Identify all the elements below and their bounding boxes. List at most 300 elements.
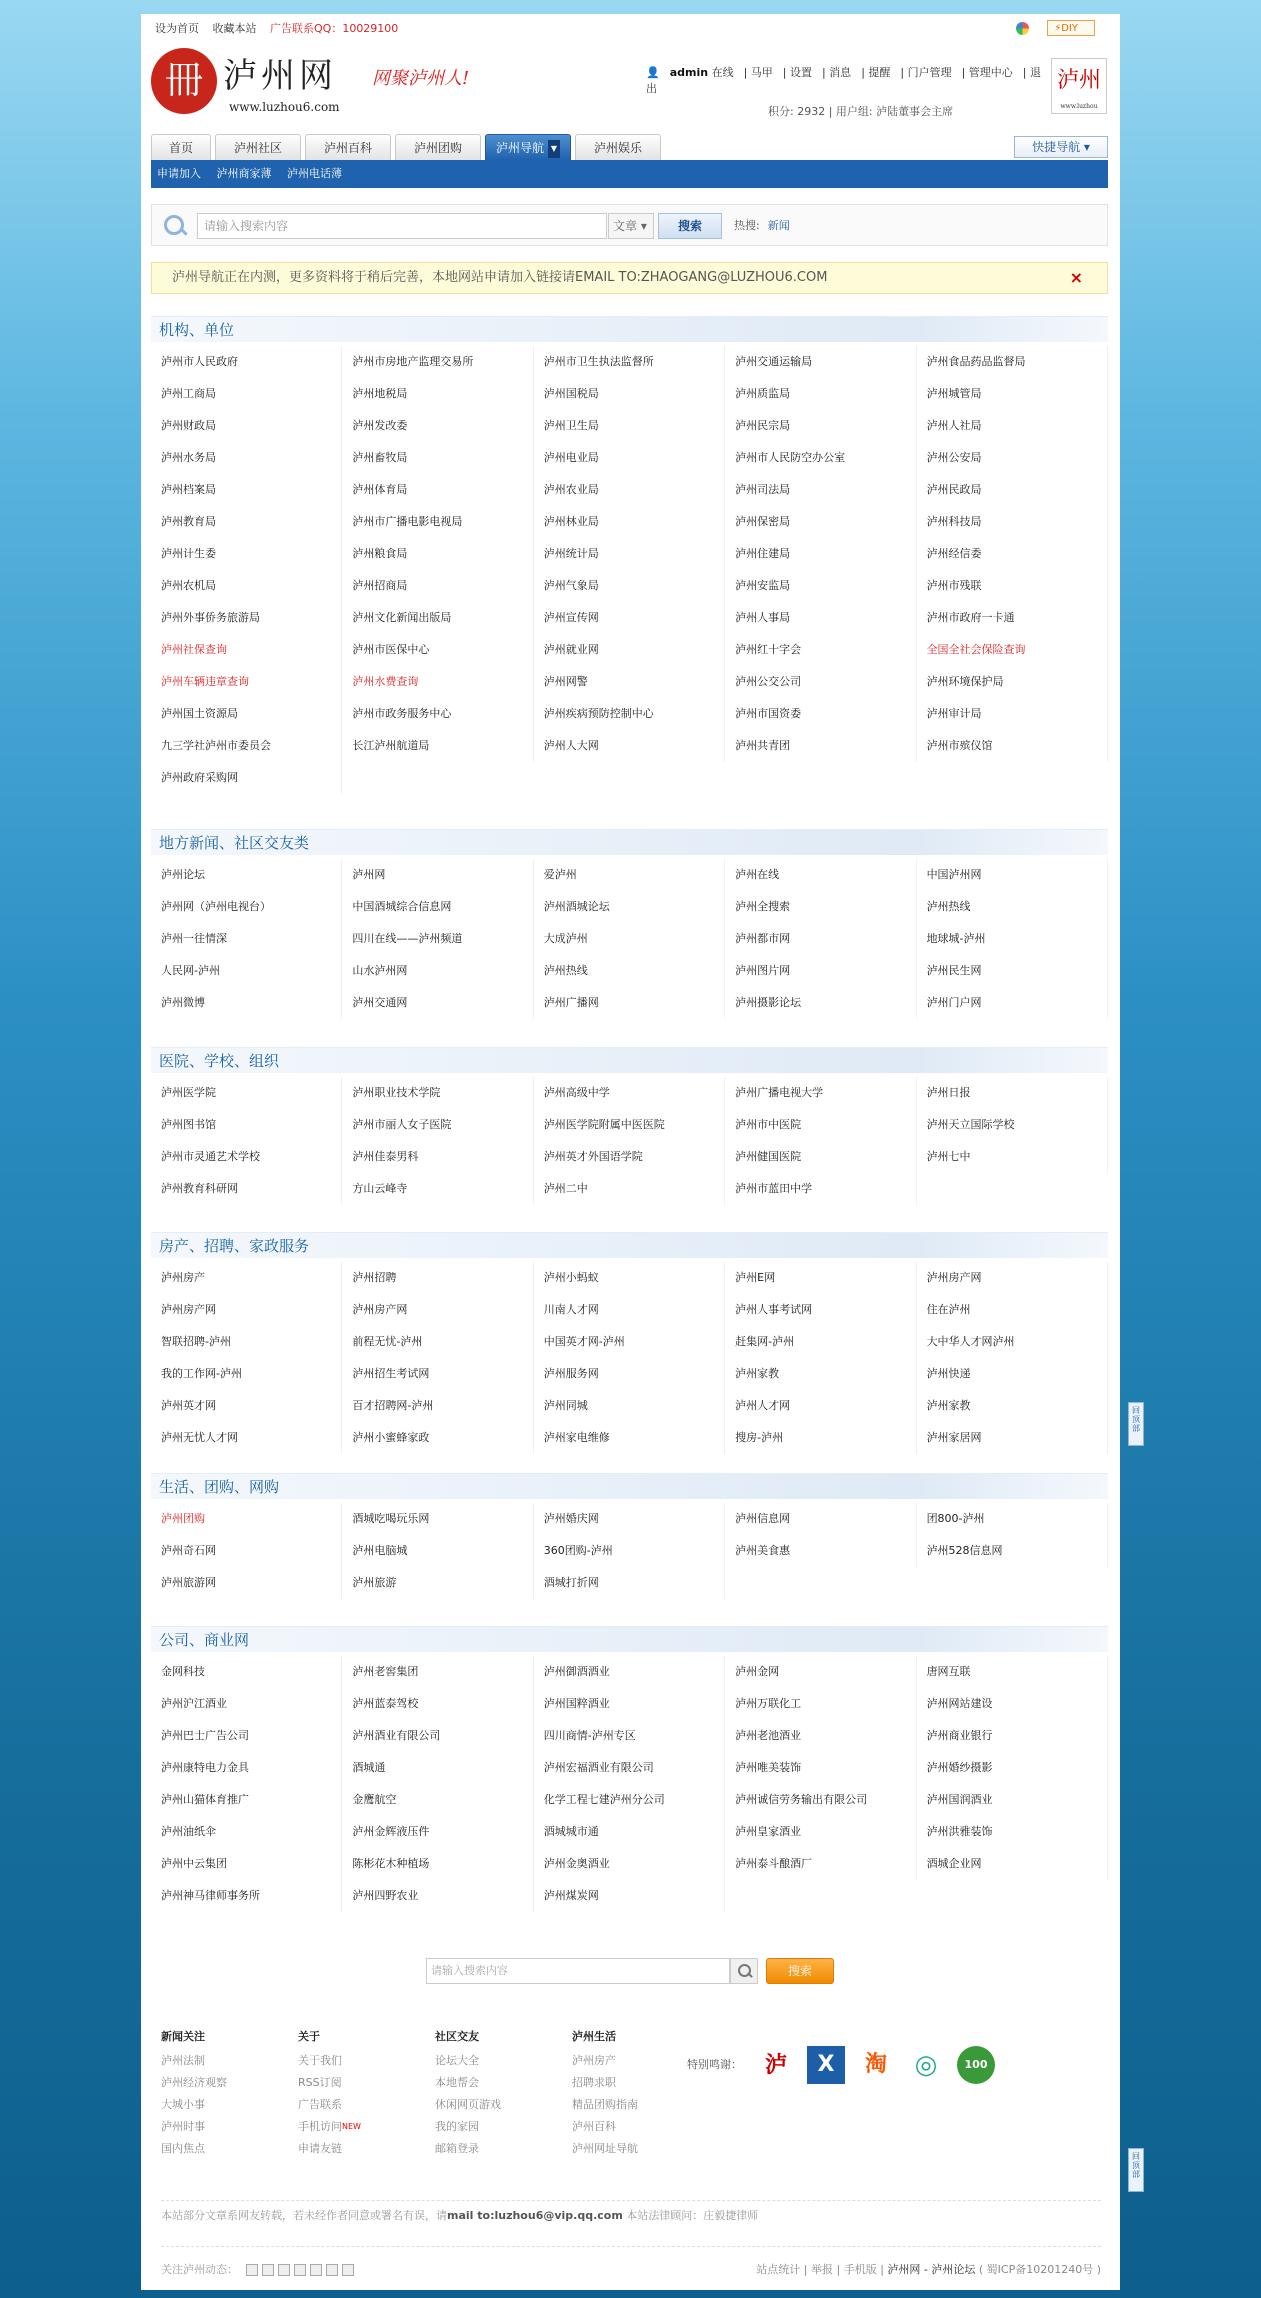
directory-link[interactable]: 泸州沪江酒业 [151,1688,342,1720]
directory-link[interactable]: 泸州房产 [151,1262,342,1294]
directory-link[interactable]: 四川在线——泸州频道 [342,923,533,955]
tab-community[interactable]: 泸州社区 [215,134,301,160]
footer-link-stats[interactable]: 站点统计 [756,2263,801,2276]
user-link-messages[interactable]: 消息 [829,66,852,79]
footer-link[interactable] [161,2138,291,2160]
directory-link[interactable]: 百才招聘网-泸州 [342,1390,533,1422]
directory-link[interactable]: 我的工作网-泸州 [151,1358,342,1390]
directory-link[interactable]: 泸州社保查询 [151,634,342,666]
directory-link[interactable]: 泸州老窖集团 [342,1656,533,1688]
directory-link[interactable]: 泸州皇家酒业 [725,1816,916,1848]
section-title: 医院、学校、组织 [151,1047,1108,1073]
user-link-reminders[interactable]: 提醒 [868,66,891,79]
share-icon[interactable] [278,2264,290,2276]
directory-link[interactable]: 泸州市医保中心 [342,634,533,666]
directory-link[interactable]: 泸州车辆违章查询 [151,666,342,698]
footer-link-label: 泸州经济观察 [161,2076,227,2089]
user-points[interactable]: 积分: 2932 [768,105,826,118]
directory-link[interactable]: 泸州山猫体育推广 [151,1784,342,1816]
mail-icon[interactable] [326,2264,338,2276]
directory-link[interactable]: 泸州广播网 [534,987,725,1019]
directory-link[interactable]: 泸州金辉液压件 [342,1816,533,1848]
partner-luzhou-icon[interactable]: 泸 [764,2052,787,2078]
directory-link[interactable]: 泸州美食惠 [725,1535,916,1567]
directory-link[interactable]: 泸州市国资委 [725,698,916,730]
footer-link-label: 泸州法制 [161,2054,205,2067]
user-icon: 👤 [646,66,660,79]
footer-link-label: 大城小事 [161,2098,205,2111]
directory-link[interactable]: 泸州就业网 [534,634,725,666]
directory-link[interactable]: 泸州门户网 [917,987,1108,1019]
directory-link[interactable]: 泸州服务网 [534,1358,725,1390]
ad-contact-link[interactable]: 广告联系QQ：10029100 [270,22,399,35]
directory-link[interactable]: 地球城-泸州 [917,923,1108,955]
directory-link[interactable]: 泸州在线 [725,859,916,891]
directory-link[interactable]: 酒城打折网 [534,1567,725,1599]
directory-link[interactable]: 泸州招生考试网 [342,1358,533,1390]
directory-link[interactable]: 泸州同城 [534,1390,725,1422]
directory-link[interactable]: 泸州民政局 [917,474,1108,506]
directory-link[interactable]: 泸州一往情深 [151,923,342,955]
username[interactable]: admin [669,66,709,79]
weibo-icon[interactable] [246,2264,258,2276]
footer-link[interactable] [572,2116,702,2138]
directory-link[interactable]: 泸州体育局 [342,474,533,506]
directory-link[interactable]: 泸州人大网 [534,730,725,762]
directory-link[interactable]: 泸州金网 [725,1656,916,1688]
directory-link[interactable]: 泸州共青团 [725,730,916,762]
directory-link[interactable]: 泸州热线 [917,891,1108,923]
directory-link[interactable]: 泸州万联化工 [725,1688,916,1720]
directory-link[interactable]: 泸州招商局 [342,570,533,602]
directory-link[interactable]: 泸州教育局 [151,506,342,538]
directory-link[interactable]: 川南人才网 [534,1294,725,1326]
directory-link[interactable]: 赶集网-泸州 [725,1326,916,1358]
directory-link[interactable]: 泸州人事考试网 [725,1294,916,1326]
directory-link[interactable]: 长江泸州航道局 [342,730,533,762]
quick-nav-button[interactable]: 快捷导航 ▾ [1014,136,1108,158]
directory-link[interactable]: 泸州健国医院 [725,1141,916,1173]
search-type-select[interactable]: 文章 ▾ [608,213,654,239]
back-to-top-button-2[interactable]: 回顶部 [1128,2148,1144,2192]
directory-link[interactable]: 泸州论坛 [151,859,342,891]
footer-link[interactable] [435,2116,565,2138]
directory-link[interactable]: 泸州房产网 [917,1262,1108,1294]
directory-link[interactable]: 泸州神马律师事务所 [151,1880,342,1912]
directory-link[interactable]: 泸州统计局 [534,538,725,570]
directory-link[interactable]: 泸州御酒酒业 [534,1656,725,1688]
doc-icon[interactable] [342,2264,354,2276]
directory-link[interactable]: 酒城城市通 [534,1816,725,1848]
directory-link[interactable]: 泸州市广播电影电视局 [342,506,533,538]
directory-link[interactable]: 泸州工商局 [151,378,342,410]
directory-link[interactable]: 唐网互联 [917,1656,1108,1688]
directory-link[interactable]: 泸州经信委 [917,538,1108,570]
directory-link[interactable]: 泸州水务局 [151,442,342,474]
directory-link[interactable]: 泸州国税局 [534,378,725,410]
directory-link[interactable]: 泸州科技局 [917,506,1108,538]
directory-link[interactable]: 泸州小蚂蚁 [534,1262,725,1294]
directory-link[interactable]: 泸州油纸伞 [151,1816,342,1848]
directory-link[interactable]: 泸州市房地产监理交易所 [342,346,533,378]
directory-link[interactable]: 泸州宣传网 [534,602,725,634]
directory-link[interactable]: 泸州市人民防空办公室 [725,442,916,474]
section-title: 机构、单位 [151,316,1108,342]
user-link-portal-admin[interactable]: 门户管理 [907,66,952,79]
directory-link[interactable]: 泸州政府采购网 [151,762,342,794]
search-icon [160,213,190,241]
footer-link-label: 邮箱登录 [435,2142,479,2155]
favorite-link[interactable]: 收藏本站 [212,22,257,35]
directory-link[interactable]: 泸州巴士广告公司 [151,1720,342,1752]
footer-columns [161,2028,671,2188]
tab-navigation[interactable] [485,134,571,160]
directory-link[interactable]: 泸州旅游网 [151,1567,342,1599]
logo-name: 泸州网 [223,56,337,96]
footer-link-label: 泸州百科 [572,2120,616,2133]
directory-link[interactable]: 泸州人社局 [917,410,1108,442]
directory-link[interactable]: 泸州国土资源局 [151,698,342,730]
bottom-search-icon[interactable] [730,1958,758,1984]
directory-link[interactable]: 泸州畜牧局 [342,442,533,474]
directory-link[interactable]: 泸州二中 [534,1173,725,1205]
directory-link[interactable]: 泸州农业局 [534,474,725,506]
directory-link[interactable]: 酒城通 [342,1752,533,1784]
directory-link[interactable]: 泸州宏福酒业有限公司 [534,1752,725,1784]
directory-link[interactable]: 泸州交通运输局 [725,346,916,378]
footer-link[interactable] [298,2116,428,2138]
footer-link[interactable] [161,2116,291,2138]
new-badge: NEW [342,2122,361,2131]
set-home-link[interactable]: 设为首页 [155,22,199,35]
directory-link[interactable]: 泸州房产网 [342,1294,533,1326]
site-slogan: 网聚泸州人! [372,68,470,89]
bottom-search-input[interactable]: 请输入搜索内容 [426,1958,730,1984]
bulb-icon[interactable] [310,2264,322,2276]
directory-link[interactable]: 泸州四野农业 [342,1880,533,1912]
directory-link[interactable]: 前程无忧-泸州 [342,1326,533,1358]
directory-link[interactable]: 泸州英才网 [151,1390,342,1422]
directory-link[interactable]: 金网科技 [151,1656,342,1688]
qq-icon[interactable] [262,2264,274,2276]
footer-link[interactable] [298,2072,428,2094]
footer-link[interactable] [572,2094,702,2116]
footer-note-suffix: 本站法律顾问：庄毅捷律师 [622,2209,759,2222]
directory-link[interactable]: 泸州市残联 [917,570,1108,602]
directory-link[interactable]: 泸州审计局 [917,698,1108,730]
partner-taobao-icon[interactable]: 淘 [864,2052,887,2077]
footer-link[interactable] [572,2138,702,2160]
directory-link[interactable]: 泸州粮食局 [342,538,533,570]
directory-link[interactable]: 泸州家教 [725,1358,916,1390]
search-input[interactable]: 请输入搜索内容 [197,213,607,239]
directory-link[interactable]: 化学工程七建泸州分公司 [534,1784,725,1816]
logo-url: www.luzhou6.com [229,100,340,114]
directory-link[interactable]: 泸州外事侨务旅游局 [151,602,342,634]
directory-link[interactable]: 泸州地税局 [342,378,533,410]
directory-link[interactable]: 搜房-泸州 [725,1422,916,1454]
footer-link[interactable] [435,2094,565,2116]
directory-link[interactable]: 泸州食品药品监督局 [917,346,1108,378]
directory-link[interactable]: 泸州小蜜蜂家政 [342,1422,533,1454]
partner-x-icon[interactable]: X [807,2046,845,2084]
footer-link[interactable] [161,2050,291,2072]
directory-link[interactable]: 泸州卫生局 [534,410,725,442]
directory-link[interactable]: 泸州微博 [151,987,342,1019]
directory-link[interactable]: 陈彬花木种植场 [342,1848,533,1880]
directory-link[interactable]: 中国英才网-泸州 [534,1326,725,1358]
directory-link[interactable]: 泸州网警 [534,666,725,698]
directory-link[interactable]: 泸州房产网 [151,1294,342,1326]
directory-link[interactable]: 泸州市丽人女子医院 [342,1109,533,1141]
directory-link[interactable]: 泸州528信息网 [917,1535,1108,1567]
directory-link[interactable]: 泸州司法局 [725,474,916,506]
footer-mail-link[interactable]: mail to:luzhou6@vip.qq.com [447,2209,623,2222]
footer-link-label: 泸州房产 [572,2054,616,2067]
directory-link[interactable]: 泸州网 [342,859,533,891]
directory-link[interactable]: 泸州质监局 [725,378,916,410]
directory-link[interactable]: 爱泸州 [534,859,725,891]
directory-link[interactable]: 泸州电业局 [534,442,725,474]
directory-link[interactable]: 泸州电脑城 [342,1535,533,1567]
search-button[interactable]: 搜索 [658,213,722,239]
partner-100-icon[interactable]: 100 [957,2046,995,2084]
directory-link[interactable]: 四川商情-泸州专区 [534,1720,725,1752]
footer-brand[interactable]: 泸州网 - 泸州论坛 [887,2263,976,2276]
directory-link[interactable]: 泸州金奥酒业 [534,1848,725,1880]
footer-link-report[interactable]: 举报 [811,2263,833,2276]
tab-home[interactable]: 首页 [151,134,211,160]
footer-icp[interactable]: ( 蜀ICP备10201240号 ) [978,2263,1101,2276]
search-bar [151,204,1108,246]
subnav-phonebook[interactable]: 泸州电话薄 [287,167,342,180]
directory-link[interactable]: 泸州医学院 [151,1077,342,1109]
directory-link[interactable]: 泸州老池酒业 [725,1720,916,1752]
directory-link[interactable]: 泸州康特电力金具 [151,1752,342,1784]
footer-link-label: 关于我们 [298,2054,342,2067]
avatar[interactable] [1051,58,1107,114]
directory-link[interactable]: 泸州七中 [917,1141,1108,1173]
directory-link[interactable]: 九三学社泸州市委员会 [151,730,342,762]
user-link-settings[interactable]: 设置 [789,66,812,79]
directory-link[interactable]: 360团购-泸州 [534,1535,725,1567]
directory-link[interactable]: 泸州英才外国语学院 [534,1141,725,1173]
directory-link[interactable]: 泸州安监局 [725,570,916,602]
directory-link[interactable]: 泸州婚庆网 [534,1503,725,1535]
user-link-majia[interactable]: 马甲 [750,66,773,79]
directory-link[interactable]: 泸州摄影论坛 [725,987,916,1019]
top-bar [155,20,1105,36]
footer-link[interactable] [435,2050,565,2072]
directory-link[interactable]: 泸州洪雅装饰 [917,1816,1108,1848]
directory-link[interactable]: 山水泸州网 [342,955,533,987]
directory-link[interactable]: 泸州日报 [917,1077,1108,1109]
directory-link[interactable]: 泸州E网 [725,1262,916,1294]
notice-banner [151,262,1108,294]
footer-link[interactable] [161,2094,291,2116]
directory-link[interactable]: 泸州农机局 [151,570,342,602]
directory-link[interactable]: 泸州蓝泰驾校 [342,1688,533,1720]
main-nav [151,134,1108,160]
link-grid [151,1503,1108,1599]
directory-link[interactable]: 全国全社会保险查询 [917,634,1108,666]
directory-link[interactable]: 泸州酒城论坛 [534,891,725,923]
directory-link[interactable]: 泸州家居网 [917,1422,1108,1454]
directory-link[interactable]: 泸州人事局 [725,602,916,634]
directory-link[interactable]: 泸州旅游 [342,1567,533,1599]
directory-link[interactable]: 泸州医学院附属中医医院 [534,1109,725,1141]
directory-link[interactable]: 泸州档案局 [151,474,342,506]
directory-link[interactable]: 泸州市蓝田中学 [725,1173,916,1205]
directory-link[interactable]: 泸州国粹酒业 [534,1688,725,1720]
directory-link[interactable]: 住在泸州 [917,1294,1108,1326]
directory-link[interactable]: 泸州公交公司 [725,666,916,698]
section-2 [151,1047,1108,1205]
footer-column-title: 新闻关注 [161,2030,205,2043]
close-icon[interactable]: × [1069,268,1083,287]
directory-link[interactable]: 泸州职业技术学院 [342,1077,533,1109]
directory-link[interactable]: 泸州家教 [917,1390,1108,1422]
directory-link[interactable]: 泸州广播电视大学 [725,1077,916,1109]
footer-link-label: 休闲网页游戏 [435,2098,501,2111]
footer-link[interactable] [435,2138,565,2160]
directory-link[interactable]: 泸州唯美装饰 [725,1752,916,1784]
directory-link[interactable]: 泸州民生网 [917,955,1108,987]
directory-link[interactable]: 酒城企业网 [917,1848,1108,1880]
directory-link[interactable]: 泸州奇石网 [151,1535,342,1567]
directory-link[interactable]: 中国泸州网 [917,859,1108,891]
footer [151,2028,1108,2288]
footer-link[interactable] [298,2138,428,2160]
directory-link[interactable]: 泸州图片网 [725,955,916,987]
subnav-merchants[interactable]: 泸州商家薄 [216,167,272,180]
user-link-admin-center[interactable]: 管理中心 [968,66,1013,79]
directory-link[interactable]: 泸州婚纱摄影 [917,1752,1108,1784]
directory-link[interactable]: 泸州市中医院 [725,1109,916,1141]
directory-link[interactable]: 泸州交通网 [342,987,533,1019]
directory-link[interactable]: 泸州煤炭网 [534,1880,725,1912]
chevron-down-icon[interactable]: ▼ [548,140,560,158]
directory-link[interactable]: 金鹰航空 [342,1784,533,1816]
directory-link[interactable]: 泸州民宗局 [725,410,916,442]
directory-link[interactable]: 泸州水费查询 [342,666,533,698]
directory-link[interactable]: 泸州疾病预防控制中心 [534,698,725,730]
directory-link[interactable]: 泸州市殡仪馆 [917,730,1108,762]
rss-icon[interactable] [1016,22,1029,35]
directory-link[interactable]: 泸州文化新闻出版局 [342,602,533,634]
book-icon[interactable] [294,2264,306,2276]
directory-link[interactable]: 泸州佳泰男科 [342,1141,533,1173]
directory-link[interactable]: 泸州市人民政府 [151,346,342,378]
directory-link[interactable]: 泸州图书馆 [151,1109,342,1141]
directory-link[interactable]: 泸州家电维修 [534,1422,725,1454]
directory-link[interactable]: 泸州教育科研网 [151,1173,342,1205]
directory-link[interactable]: 泸州团购 [151,1503,342,1535]
directory-link[interactable]: 泸州林业局 [534,506,725,538]
directory-link[interactable]: 泸州市政务服务中心 [342,698,533,730]
directory-link[interactable]: 泸州人才网 [725,1390,916,1422]
directory-link[interactable]: 泸州热线 [534,955,725,987]
directory-link[interactable]: 人民网-泸州 [151,955,342,987]
directory-link[interactable]: 泸州财政局 [151,410,342,442]
directory-link[interactable]: 泸州红十字会 [725,634,916,666]
directory-link[interactable]: 大成泸州 [534,923,725,955]
footer-column-title: 社区交友 [435,2030,479,2043]
directory-link[interactable]: 泸州市政府一卡通 [917,602,1108,634]
directory-link[interactable]: 团800-泸州 [917,1503,1108,1535]
tab-entertainment[interactable]: 泸州娱乐 [575,134,661,160]
footer-note [161,2200,1101,2223]
directory-link[interactable]: 泸州泰斗酿酒厂 [725,1848,916,1880]
footer-link[interactable] [298,2050,428,2072]
directory-link[interactable]: 泸州保密局 [725,506,916,538]
partner-circle-icon[interactable]: ◎ [914,2050,938,2080]
directory-link[interactable]: 泸州环境保护局 [917,666,1108,698]
directory-link[interactable]: 泸州市灵通艺术学校 [151,1141,342,1173]
directory-link[interactable]: 泸州商业银行 [917,1720,1108,1752]
user-link-logout[interactable]: 退出 [646,66,1041,95]
hot-search-item[interactable]: 新闻 [767,219,790,232]
bottom-search-button[interactable]: 搜索 [766,1958,834,1984]
directory-link[interactable]: 泸州气象局 [534,570,725,602]
directory-link[interactable]: 酒城吃喝玩乐网 [342,1503,533,1535]
hot-search [734,217,790,233]
directory-link[interactable]: 泸州住建局 [725,538,916,570]
partners-label: 特别鸣谢： [687,2058,742,2071]
directory-link[interactable]: 泸州快递 [917,1358,1108,1390]
link-grid [151,1656,1108,1912]
directory-link[interactable]: 泸州网（泸州电视台） [151,891,342,923]
user-group[interactable]: 用户组: 泸陆董事会主席 [835,105,954,118]
subnav-apply[interactable]: 申请加入 [157,167,201,180]
tab-wiki[interactable]: 泸州百科 [305,134,391,160]
directory-link[interactable]: 泸州城管局 [917,378,1108,410]
directory-link[interactable]: 泸州招聘 [342,1262,533,1294]
directory-link[interactable]: 大中华人才网泸州 [917,1326,1108,1358]
directory-link[interactable]: 泸州都市网 [725,923,916,955]
section-title: 生活、团购、网购 [151,1473,1108,1499]
footer-link[interactable] [161,2072,291,2094]
footer-link-mobile[interactable]: 手机版 [843,2263,877,2276]
directory-link[interactable]: 方山云峰寺 [342,1173,533,1205]
directory-link[interactable]: 中国酒城综合信息网 [342,891,533,923]
directory-link[interactable]: 泸州公安局 [917,442,1108,474]
directory-link[interactable]: 泸州发改委 [342,410,533,442]
footer-link-label: 泸州网址导航 [572,2142,638,2155]
diy-button[interactable]: ⚡DIY [1047,20,1095,36]
directory-link[interactable]: 泸州酒业有限公司 [342,1720,533,1752]
tab-groupbuy[interactable]: 泸州团购 [395,134,481,160]
footer-link[interactable] [435,2072,565,2094]
directory-link[interactable]: 泸州高级中学 [534,1077,725,1109]
directory-link[interactable]: 泸州全搜索 [725,891,916,923]
directory-link[interactable]: 泸州国润酒业 [917,1784,1108,1816]
directory-link[interactable]: 泸州网站建设 [917,1688,1108,1720]
footer-link[interactable] [298,2094,428,2116]
directory-link[interactable]: 泸州天立国际学校 [917,1109,1108,1141]
directory-link[interactable]: 泸州无忧人才网 [151,1422,342,1454]
directory-link[interactable]: 智联招聘-泸州 [151,1326,342,1358]
directory-link[interactable]: 泸州诚信劳务输出有限公司 [725,1784,916,1816]
directory-link[interactable]: 泸州信息网 [725,1503,916,1535]
directory-link[interactable]: 泸州中云集团 [151,1848,342,1880]
directory-link[interactable]: 泸州计生委 [151,538,342,570]
directory-link[interactable]: 泸州市卫生执法监督所 [534,346,725,378]
quick-nav-label: 快捷导航 [1032,140,1081,154]
section-title: 地方新闻、社区交友类 [151,829,1108,855]
footer-column-title: 泸州生活 [572,2030,616,2043]
back-to-top-button[interactable]: 回顶部 [1128,1402,1144,1446]
